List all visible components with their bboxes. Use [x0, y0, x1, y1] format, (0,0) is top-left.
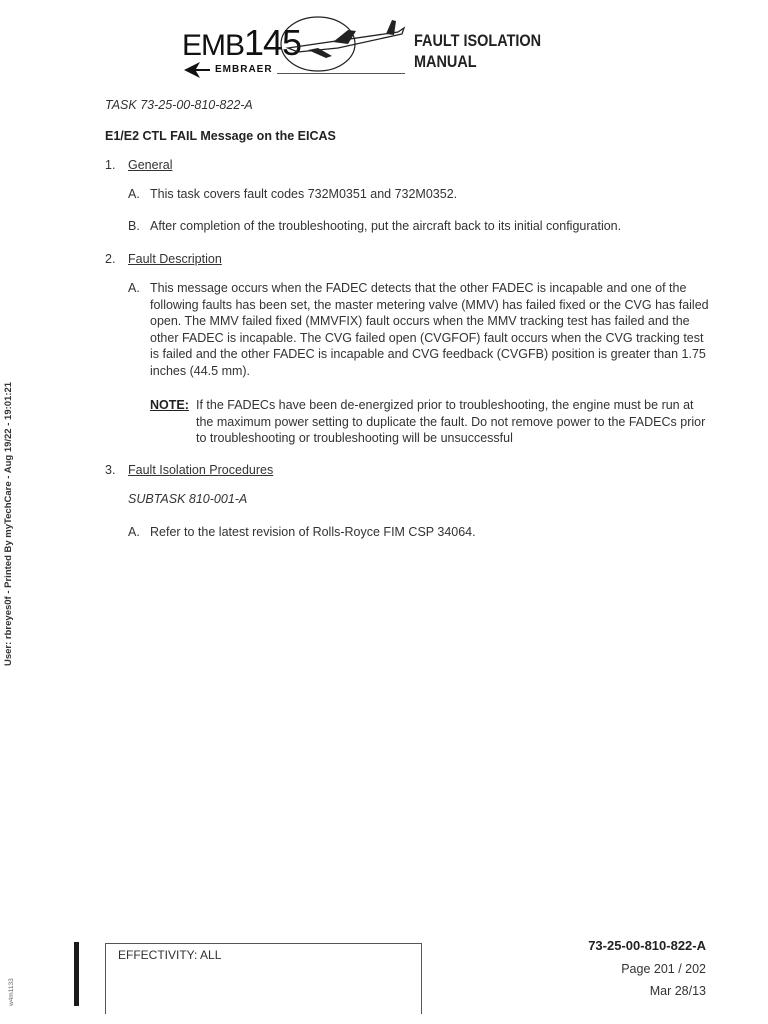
paragraph-line: inches (44.5 mm). — [150, 363, 251, 378]
logo-number: 145 — [244, 22, 302, 63]
side-code-text: w4m1133 — [8, 978, 15, 1006]
header-rule — [277, 73, 405, 74]
item-label: B. — [128, 219, 140, 233]
brand-name: EMBRAER — [215, 64, 273, 75]
section-number: 2. — [105, 252, 116, 266]
item-text: This task covers fault codes 732M0351 and 732M0352. — [150, 187, 458, 201]
footer-page-number: Page 201 / 202 — [621, 962, 706, 976]
jet-icon — [278, 14, 408, 74]
item-label: A. — [128, 281, 140, 295]
task-title: E1/E2 CTL FAIL Message on the EICAS — [105, 129, 336, 143]
note-text — [196, 397, 716, 447]
section-number: 1. — [105, 158, 116, 172]
embraer-arrow-icon — [182, 60, 212, 80]
section-title-fault-isolation: Fault Isolation Procedures — [128, 463, 274, 477]
subtask-id: SUBTASK 810-001-A — [128, 492, 248, 506]
item-text: Refer to the latest revision of Rolls-Royce FIM CSP 34064. — [150, 525, 476, 539]
manual-title-line1: FAULT ISOLATION — [414, 31, 542, 50]
section-number: 3. — [105, 463, 116, 477]
manual-title-line2: MANUAL — [414, 52, 477, 71]
note-line: If the FADECs have been de-energized prior to troubleshooting, the engine must be run at — [196, 398, 694, 412]
item-label: A. — [128, 187, 140, 201]
paragraph-line: following faults has been set, the master metering valve (MMV) has failed fixed or the CVG has failed — [150, 297, 709, 312]
note-line: the maximum power setting to duplicate the fault. Do not remove power to the FADECs prior — [196, 414, 706, 429]
manual-title — [414, 30, 541, 72]
section-title-fault-description: Fault Description — [128, 252, 222, 266]
task-id: TASK 73-25-00-810-822-A — [105, 98, 253, 112]
paragraph-line: other FADEC is incapable. The CVG failed open (CVGFOF) fault occurs when the CVG tracking test — [150, 330, 704, 345]
paragraph-line: is failed and the other FADEC is incapable and CVG feedback (CVGFB) position is greater than 1.75 — [150, 347, 706, 361]
note-line: to troubleshooting or troubleshooting will be unsuccessful — [196, 431, 513, 445]
footer-date: Mar 28/13 — [649, 984, 706, 998]
section-title-general: General — [128, 158, 173, 172]
effectivity-text: EFFECTIVITY: ALL — [118, 948, 222, 962]
paragraph-line: This message occurs when the FADEC detects that the other FADEC is incapable and one of the — [150, 281, 687, 295]
revision-bar — [74, 942, 79, 1006]
note-label: NOTE: — [150, 398, 189, 412]
item-text: After completion of the troubleshooting, put the aircraft back to its initial configuration. — [150, 219, 622, 233]
footer-doc-id: 73-25-00-810-822-A — [588, 938, 706, 953]
print-stamp — [3, 360, 15, 670]
side-code — [8, 968, 18, 1008]
item-label: A. — [128, 525, 140, 539]
fault-description-paragraph — [150, 280, 720, 379]
print-stamp-text: User: rbreyes0f - Printed By myTechCare - Aug 19/22 - 19:01:21 — [3, 381, 14, 666]
paragraph-line: open. The MMV failed fixed (MMVFIX) fault occurs when the MMV tracking test has failed and the — [150, 314, 690, 328]
logo-prefix: EMB — [182, 29, 245, 62]
